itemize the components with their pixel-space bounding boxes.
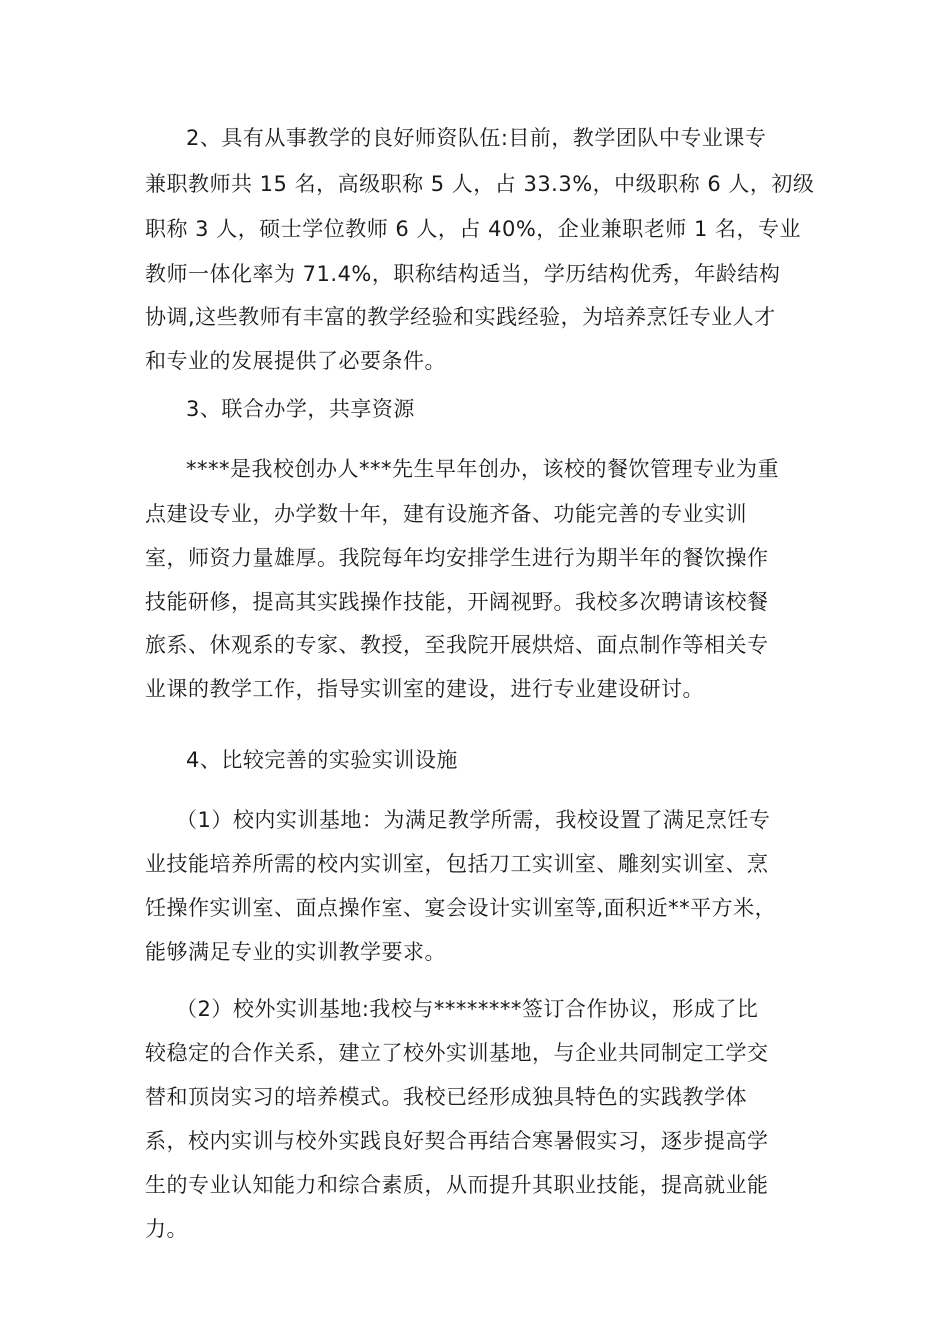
text-line: 2、具有从事教学的良好师资队伍:目前，教学团队中专业课专 [186,126,767,150]
text-line: 力。 [145,1217,188,1241]
text-line: 旅系、休观系的专家、教授，至我院开展烘焙、面点制作等相关专 [145,633,769,657]
text-line: （1）校内实训基地：为满足教学所需，我校设置了满足烹饪专 [176,808,771,832]
text-line: 替和顶岗实习的培养模式。我校已经形成独具特色的实践教学体 [145,1085,747,1109]
text-line: 室，师资力量雄厚。我院每年均安排学生进行为期半年的餐饮操作 [145,546,769,570]
text-line: 较稳定的合作关系，建立了校外实训基地，与企业共同制定工学交 [145,1041,769,1065]
text-line: （2）校外实训基地:我校与********签订合作协议，形成了比 [176,997,759,1021]
text-line: 饪操作实训室、面点操作室、宴会设计实训室等,面积近**平方米， [145,896,777,920]
text-line: 点建设专业，办学数十年，建有设施齐备、功能完善的专业实训 [145,502,747,526]
text-line: 职称 3 人，硕士学位教师 6 人，占 40%，企业兼职老师 1 名，专业 [145,217,801,241]
text-line: 兼职教师共 15 名，高级职称 5 人，占 33.3%，中级职称 6 人，初级 [145,172,815,196]
text-line: 生的专业认知能力和综合素质，从而提升其职业技能，提高就业能 [145,1173,769,1197]
text-line: 业技能培养所需的校内实训室，包括刀工实训室、雕刻实训室、烹 [145,852,769,876]
text-line: 教师一体化率为 71.4%，职称结构适当，学历结构优秀，年龄结构 [145,262,781,286]
text-line: 系，校内实训与校外实践良好契合再结合寒暑假实习，逐步提高学 [145,1129,769,1153]
section-heading: 4、比较完善的实验实训设施 [186,748,458,772]
text-line: 能够满足专业的实训教学要求。 [145,940,446,964]
section-heading: 3、联合办学，共享资源 [186,397,415,421]
text-line: 技能研修，提高其实践操作技能，开阔视野。我校多次聘请该校餐 [145,590,769,614]
text-line: ****是我校创办人***先生早年创办，该校的餐饮管理专业为重 [186,457,779,481]
text-line: 业课的教学工作，指导实训室的建设，进行专业建设研讨。 [145,677,704,701]
text-line: 和专业的发展提供了必要条件。 [145,349,446,373]
text-line: 协调,这些教师有丰富的教学经验和实践经验，为培养烹饪专业人才 [145,305,776,329]
